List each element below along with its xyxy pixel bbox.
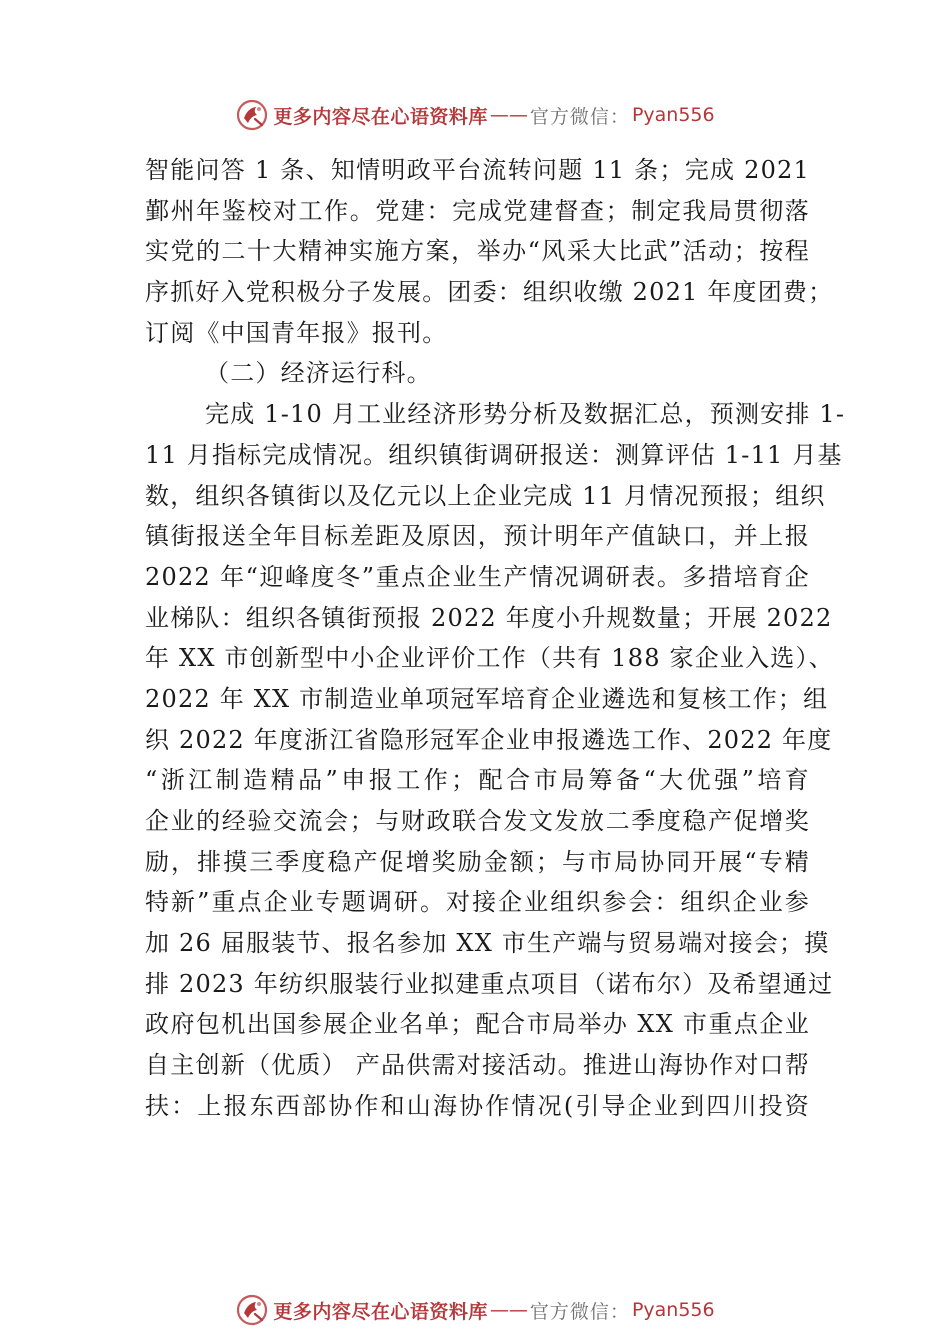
text-line: 鄞州年鉴校对工作。党建：完成党建督查；制定我局贯彻落 xyxy=(145,196,810,225)
header-banner xyxy=(0,95,950,135)
banner-sub-text: 官方微信： xyxy=(529,1300,630,1323)
banner-main-text: 更多内容尽在心语资料库 xyxy=(273,1300,488,1323)
banner-wechat-id: Pyan556 xyxy=(631,1299,715,1321)
text-line: 智能问答 1 条、知情明政平台流转问题 11 条；完成 2021 xyxy=(145,156,810,184)
banner-main-text: 更多内容尽在心语资料库 xyxy=(273,105,488,128)
text-line: 序抓好入党积极分子发展。团委：组织收缴 2021 年度团费； xyxy=(145,278,834,307)
text-line: 年 XX 市创新型中小企业评价工作（共有 188 家企业入选）、 xyxy=(145,644,834,673)
text-line: 特新”重点企业专题调研。对接企业组织参会：组织企业参 xyxy=(145,888,810,917)
text-line: 自主创新（优质） 产品供需对接活动。推进山海协作对口帮 xyxy=(145,1051,810,1080)
logo-icon xyxy=(235,1293,269,1327)
logo-icon xyxy=(235,98,269,132)
text-line: 2022 年“迎峰度冬”重点企业生产情况调研表。多措培育企 xyxy=(145,562,810,591)
text-line: 实党的二十大精神实施方案，举办“风采大比武”活动；按程 xyxy=(145,237,810,266)
text-line: 政府包机出国参展企业名单；配合市局举办 XX 市重点企业 xyxy=(145,1010,810,1039)
text-line: 业梯队：组织各镇街预报 2022 年度小升规数量；开展 2022 xyxy=(145,603,833,632)
text-line: “浙江制造精品”申报工作；配合市局筹备“大优强”培育 xyxy=(145,766,810,795)
text-line: 镇街报送全年目标差距及原因，预计明年产值缺口，并上报 xyxy=(145,522,810,551)
section-heading: （二）经济运行科。 xyxy=(205,359,432,388)
text-line: 11 月指标完成情况。组织镇街调研报送：测算评估 1-11 月基 xyxy=(145,440,843,469)
text-line: 订阅《中国青年报》报刊。 xyxy=(145,318,448,347)
text-line: 排 2023 年纺织服装行业拟建重点项目（诺布尔）及希望通过 xyxy=(145,969,834,998)
text-line: 企业的经验交流会；与财政联合发文发放二季度稳产促增奖 xyxy=(145,807,810,835)
banner-dash: —— xyxy=(489,1299,528,1321)
document-body xyxy=(145,150,846,1127)
banner-dash: —— xyxy=(489,104,528,126)
text-line: 励，排摸三季度稳产促增奖励金额；与市局协同开展“专精 xyxy=(145,847,810,876)
text-line: 加 26 届服装节、报名参加 XX 市生产端与贸易端对接会；摸 xyxy=(145,929,830,958)
text-line: 织 2022 年度浙江省隐形冠军企业申报遴选工作、2022 年度 xyxy=(145,725,833,754)
text-line: 2022 年 XX 市制造业单项冠军培育企业遴选和复核工作；组 xyxy=(145,684,829,713)
banner-sub-text: 官方微信： xyxy=(529,105,630,128)
footer-banner xyxy=(0,1290,950,1330)
text-line: 完成 1-10 月工业经济形势分析及数据汇总，预测安排 1- xyxy=(205,400,846,429)
text-line: 数，组织各镇街以及亿元以上企业完成 11 月情况预报；组织 xyxy=(145,481,826,510)
text-line: 扶：上报东西部协作和山海协作情况(引导企业到四川投资 xyxy=(145,1091,810,1120)
banner-wechat-id: Pyan556 xyxy=(631,104,715,126)
